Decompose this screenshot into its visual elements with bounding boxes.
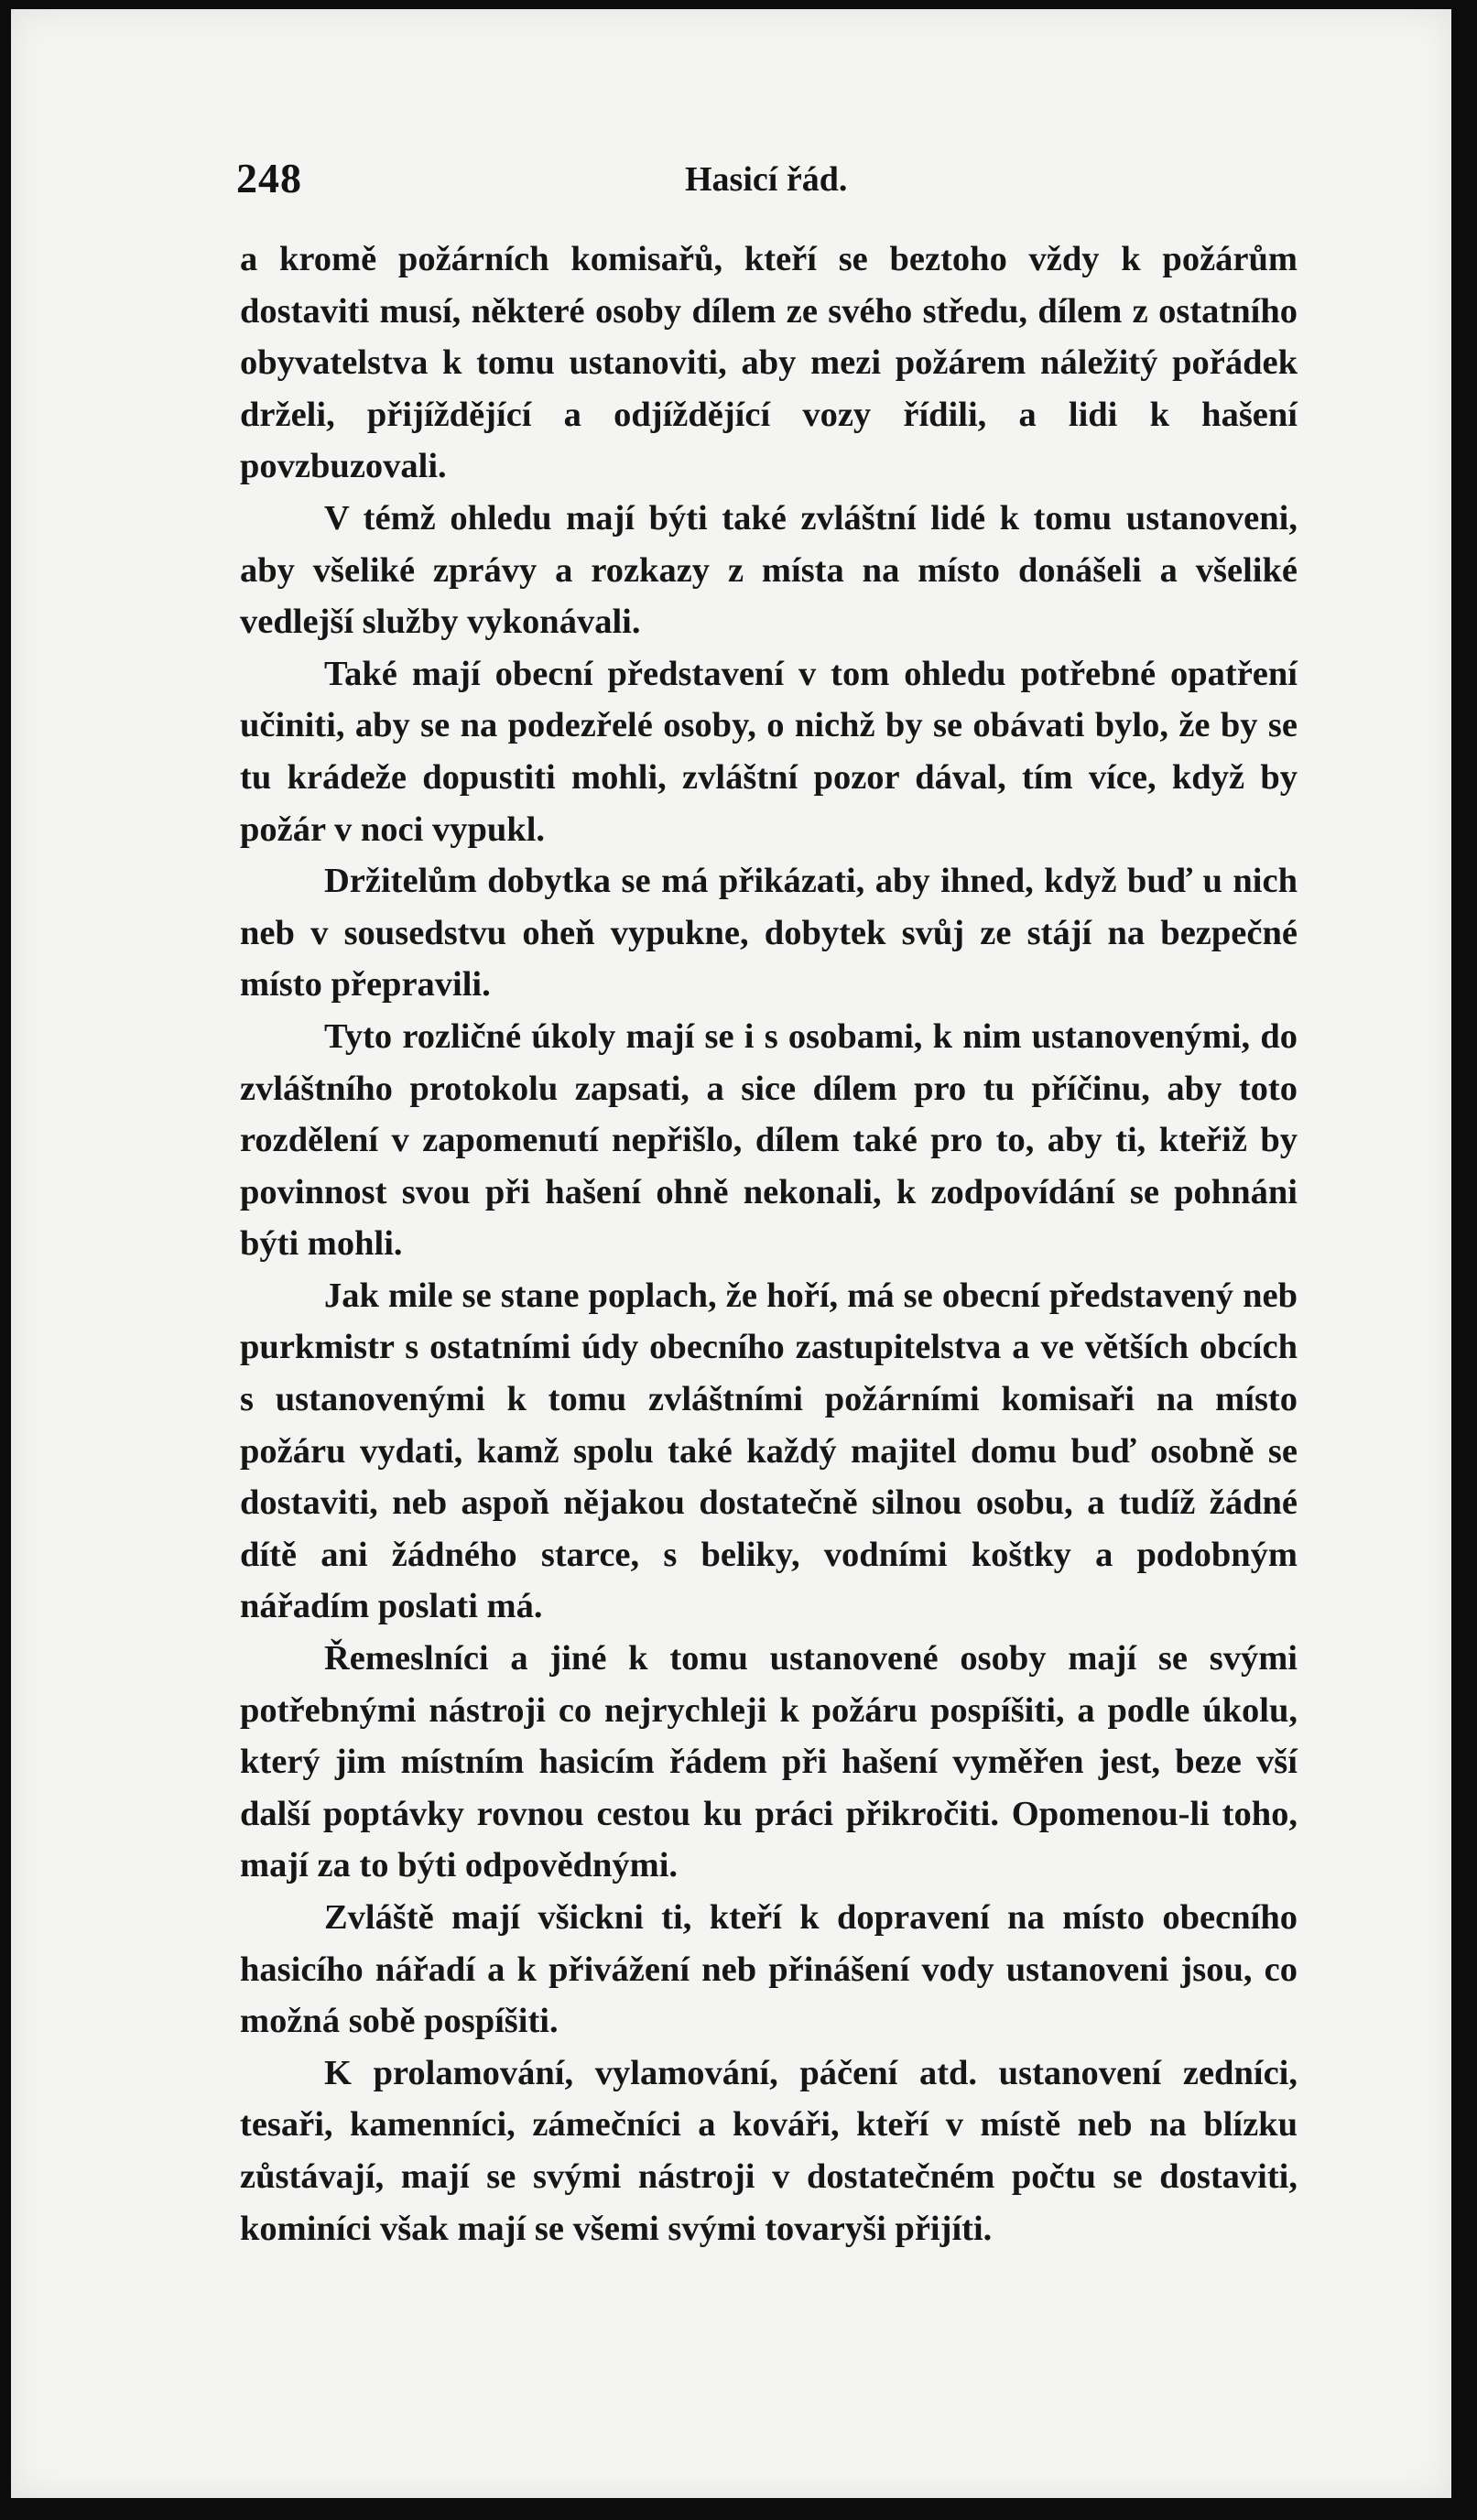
paragraph: Držitelům dobytka se má přikázati, aby ihned, když buď u nich neb v sousedstvu oheň vypukne, dobytek svůj ze stájí na bezpečné místo přepravili. bbox=[240, 862, 1298, 1005]
page-number: 248 bbox=[236, 155, 302, 201]
paragraph: Jak mile se stane poplach, že hoří, má se obecní představený neb purkmistr s ostatními údy obecního zastupitelstva a ve větších obcích s ustanovenými k tomu zvláštními požárními komisaři na místo požáru vydati, kamž spolu také každý majitel domu buď osobně se dostaviti, neb aspoň nějakou dostatečně silnou osobu, a tudíž žádné dítě ani žádného starce, s beliky, vodními koštky a podobným nářadím poslati má. bbox=[240, 1276, 1298, 1626]
running-head: Hasicí řád. bbox=[685, 160, 848, 199]
paragraph: Tyto rozličné úkoly mají se i s osobami, k nim ustanovenými, do zvláštního protokolu zapsati, a sice dílem pro tu příčinu, aby toto rozdělení v zapomenutí nepřišlo, dílem také pro to, aby ti, kteřiž by povinnost svou při hašení ohně nekonali, k zodpovídání se pohnáni býti mohli. bbox=[240, 1016, 1298, 1264]
paragraph: Také mají obecní představení v tom ohledu potřebné opatření učiniti, aby se na podezřelé osoby, o nichž by se obávati bylo, že by se tu krádeže dopustiti mohli, zvláštní pozor dával, tím více, když by požár v noci vypukl. bbox=[240, 654, 1298, 849]
page-header bbox=[236, 154, 1298, 209]
paragraph: a kromě požárních komisařů, kteří se beztoho vždy k požárům dostaviti musí, některé osoby dílem ze svého středu, dílem z ostatního obyvatelstva k tomu ustanoviti, aby mezi požárem náležitý pořádek drželi, přijíždějící a odjíždějící vozy řídili, a lidi k hašení povzbuzovali. bbox=[240, 240, 1298, 486]
paragraph: V témž ohledu mají býti také zvláštní lidé k tomu ustanoveni, aby všeliké zprávy a rozkazy z místa na místo donášeli a všeliké vedlejší služby vykonávali. bbox=[240, 498, 1298, 642]
paragraph: Zvláště mají všickni ti, kteří k dopravení na místo obecního hasicího nářadí a k přivážení neb přinášení vody ustanoveni jsou, co možná sobě pospíšiti. bbox=[240, 1898, 1298, 2041]
scan-border bbox=[1451, 0, 1477, 2520]
paragraph: K prolamování, vylamování, páčení atd. ustanovení zedníci, tesaři, kamenníci, zámečníci a kováři, kteří v místě neb na blízku zůstávají, mají se svými nástroji v dostatečném počtu se dostaviti, kominíci však mají se všemi svými tovaryši přijíti. bbox=[240, 2053, 1298, 2248]
body-text bbox=[240, 234, 1298, 2254]
paragraph: Řemeslníci a jiné k tomu ustanovené osoby mají se svými potřebnými nástroji co nejrychleji k požáru pospíšiti, a podle úkolu, který jim místním hasicím řádem při hašení vyměřen jest, beze vší další poptávky rovnou cestou ku práci přikročiti. Opomenou-li toho, mají za to býti odpovědnými. bbox=[240, 1639, 1298, 1885]
